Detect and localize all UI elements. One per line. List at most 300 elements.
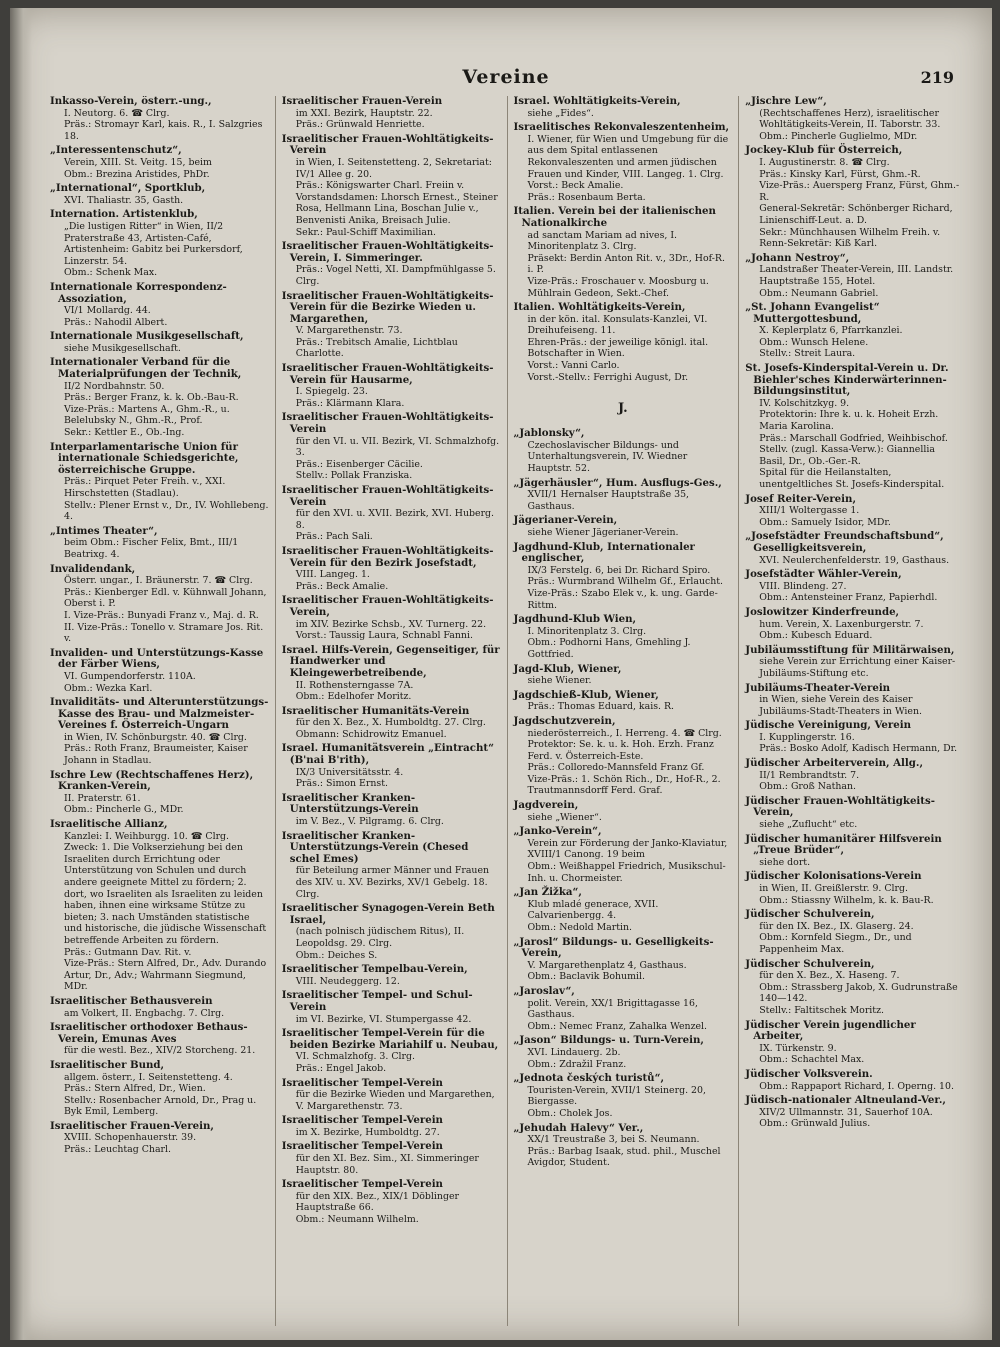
entry-line: Obm.: Nemec Franz, Zahalka Wenzel. [527,1020,708,1032]
directory-entry [50,770,269,816]
entry-line: V. Margarethenstr. 73. [295,325,403,337]
entry-line: XVI. Neulerchenfelderstr. 19, Gasthaus. [759,554,950,566]
entry-name: Israelitischer Kranken-Unterstützungs-Verein (Chesed schel Emes) [281,829,469,865]
entry-line: siehe Verein zur Errichtung einer Kaiser-Jubiläums-Stiftung etc. [759,656,956,679]
running-title: Vereine [462,66,550,88]
entry-line: Obm.: Weißhappel Friedrich, Musikschul-Inh. u. Chormeister. [527,861,726,884]
directory-entry [745,645,964,680]
entry-name: Jüdischer Arbeiterverein, Allg., [745,757,923,770]
entry-name: „Jason“ Bildungs- u. Turn-Verein, [513,1034,704,1047]
entry-line: Präs.: Colloredo-Mannsfeld Franz Gf. [527,762,705,774]
entry-line: Sekr.: Münchhausen Wilhelm Freih. v. [759,226,941,238]
directory-entry [50,209,269,279]
entry-name: Israelitischer Tempel-Verein [281,1140,443,1153]
entry-line: IX/3 Ferstelg. 6, bei Dr. Richard Spiro. [527,564,711,576]
entry-line: (Rechtschaffenes Herz), israelitischer Wohltätigkeits-Verein, II. Taborstr. 33. [759,107,941,131]
directory-entry [282,1141,501,1176]
entry-line: Präs.: Vogel Netti, XI. Dampfmühlgasse 5. Clrg. [295,264,496,287]
entry-name: Jagd-Klub, Wiener, [513,662,622,675]
entry-line: XVII/1 Hernalser Hauptstraße 35, Gasthaus. [527,489,690,512]
directory-entry [50,145,269,180]
entry-line: Präs.: Simon Ernst. [295,778,388,790]
directory-entry [50,1121,269,1156]
entry-name: „Jablonsky“, [513,427,585,440]
entry-name: Jubiläums-Theater-Verein [745,681,891,694]
entry-name: „Jägerhäusler“, Hum. Ausflugs-Ges., [513,476,722,489]
directory-entry [745,871,964,906]
directory-entry [282,363,501,409]
directory-entry [282,793,501,828]
entry-line: Kanzlei: I. Weihburgg. 10. ☎ Clrg. [64,830,230,842]
directory-entry [745,1020,964,1066]
entry-name: „Josefstädter Freundschaftsbund“, Geselligkeitsverein, [745,530,944,554]
entry-line: in Wien, siehe Verein des Kaiser Jubiläums-Stadt-Theaters in Wien. [759,694,922,717]
entry-line: hum. Verein, X. Laxenburgerstr. 7. [759,618,924,630]
directory-entry [50,357,269,438]
entry-line: II. Praterstr. 61. [64,792,141,804]
directory-entry [514,206,733,299]
directory-entry [282,96,501,131]
entry-line: Präs.: Kinsky Karl, Fürst, Ghm.-R. [759,168,921,180]
directory-entry [745,834,964,869]
directory-entry [514,428,733,474]
entry-line: IX. Türkenstr. 9. [759,1042,837,1054]
directory-entry [745,683,964,718]
directory-entry [514,664,733,687]
entry-name: Jüdischer Volksverein. [745,1067,873,1080]
entry-name: Italien. Verein bei der italienischen Nationalkirche [513,205,716,229]
entry-name: Internationaler Verband für die Materialprüfungen der Technik, [50,356,242,381]
entry-line: I. Augustinerstr. 8. ☎ Clrg. [759,156,890,168]
directory-entry [282,134,501,238]
entry-name: Israelitischer Frauen-Verein, [50,1119,214,1132]
entry-name: Israel. Humanitätsverein „Eintracht“ (B'nai B'rith), [281,742,494,767]
entry-line: im V. Bez., V. Pilgramg. 6. Clrg. [295,816,444,828]
entry-line: Präs.: Wurmbrand Wilhelm Gf., Erlaucht. [527,576,724,588]
directory-entry [745,96,964,142]
directory-entry [282,903,501,961]
entry-name: Israelitische Allianz, [50,818,168,831]
entry-name: Israelitischer Frauen-Wohltätigkeits-Verein für den Bezirk Josefstadt, [281,544,494,569]
directory-entry [745,253,964,299]
entry-line: Obm.: Wunsch Helene. [759,336,869,348]
directory-entry [514,826,733,884]
entry-line: in Wien, II. Greißlerstr. 9. Clrg. [759,883,909,894]
entry-line: für den XVI. u. XVII. Bezirk, XVI. Huberg. 8. [295,508,495,531]
entry-line: VIII. Neudeggerg. 12. [295,975,400,987]
directory-entry [745,758,964,793]
entry-name: Israelitischer Tempel-Verein [281,1114,443,1127]
directory-entry [50,996,269,1019]
directory-entry [514,887,733,933]
entry-line: in Wien, IV. Schönburgstr. 40. ☎ Clrg. [64,731,247,743]
entry-line: VI. Gumpendorferstr. 110A. [64,670,196,682]
entry-name: Israelitischer Humanitäts-Verein [281,704,470,717]
directory-entry [50,648,269,694]
entry-name: Israelitischer Frauen-Wohltätigkeits-Verein [281,484,494,508]
entry-line: für den X. Bez., X. Humboldtg. 27. Clrg. [295,717,486,729]
directory-entry [745,145,964,249]
entry-line: Vorst.-Stellv.: Ferrighi August, Dr. [527,371,689,383]
directory-entry [282,1179,501,1225]
entry-line: siehe dort. [759,856,811,868]
entry-line: II/2 Nordbahnstr. 50. [64,380,165,392]
directory-entry [282,485,501,543]
directory-entry [50,442,269,523]
entry-line: für die Bezirke Wieden und Margarethen, V. Margarethenstr. 73. [295,1089,495,1112]
entry-line: Obm.: Podhorni Hans, Gmehling J. Gottfried. [527,637,691,660]
entry-line: Stellv.: Rosenbacher Arnold, Dr., Prag u. Byk Emil, Lemberg. [64,1094,257,1118]
directory-entry [514,302,733,383]
entry-line: (nach polnisch jüdischem Ritus), II. Leopoldsg. 29. Clrg. [295,926,465,949]
directory-entry [514,1123,733,1169]
entry-name: Inkasso-Verein, österr.-ung., [50,96,212,107]
entry-name: Israelitisches Rekonvaleszentenheim, [513,121,730,134]
entry-line: niederösterreich., I. Herreng. 4. ☎ Clrg. [527,727,722,739]
entry-name: Jubiläumsstiftung für Militärwaisen, [745,643,955,656]
entry-name: „St. Johann Evangelist“ Muttergottesbund, [745,301,880,325]
entry-line: Obm.: Schachtel Max. [759,1054,865,1066]
entry-name: Israelitischer Frauen-Verein [281,96,443,107]
entry-line: Obm.: Kubesch Eduard. [759,630,873,642]
entry-line: Obm.: Nedold Martin. [527,922,633,933]
entry-line: Obm.: Pincherle G., MDr. [64,804,184,816]
directory-entry [514,122,733,203]
entry-line: für die westl. Bez., XIV/2 Storcheng. 21. [64,1045,256,1057]
entry-name: Jagdschieß-Klub, Wiener, [513,688,659,701]
directory-entry [282,241,501,287]
entry-line: Obm.: Groß Nathan. [759,781,857,793]
entry-line: für den X. Bez., X. Haseng. 7. [759,970,900,982]
directory-entry [50,96,269,142]
directory-entry [282,546,501,592]
entry-line: Vorst.: Beck Amalie. [527,180,624,192]
entry-name: Israelitischer Frauen-Wohltätigkeits-Verein, I. Simmeringer. [281,240,494,264]
entry-line: Stellv.: Plener Ernst v., Dr., IV. Wohllebeng. 4. [64,499,269,523]
entry-line: Obm.: Edelhofer Moritz. [295,691,412,703]
entry-line: Obm.: Antensteiner Franz, Papierhdl. [759,592,938,604]
entry-line: Vize-Präs.: Martens A., Ghm.-R., u. Belelubsky N., Ghm.-R., Prof. [64,403,230,427]
directory-entry [50,819,269,993]
entry-line: I. Neutorg. 6. ☎ Clrg. [64,107,170,119]
entry-line: Vize-Präs.: Auersperg Franz, Fürst, Ghm.-R. [759,180,960,203]
column-2 [275,96,507,1326]
directory-entry [282,291,501,361]
entry-name: Israelitischer Frauen-Wohltätigkeits-Verein [281,411,494,436]
entry-line: Obm.: Strassberg Jakob, X. Gudrunstraße 140—142. [759,981,958,1005]
entry-line: Präs.: Pirquet Peter Freih. v., XXI. Hirschstetten (Stadlau). [64,476,226,499]
entry-line: XIII/1 Woltergasse 1. [759,505,860,517]
directory-entry [514,96,733,119]
directory-entry [282,964,501,987]
entry-name: Israelitischer Frauen-Wohltätigkeits-Verein [281,132,494,157]
entry-name: St. Josefs-Kinderspital-Verein u. Dr. Biehler'sches Kinderwärterinnen-Bildungsinstitut, [745,362,949,398]
entry-line: XVIII. Schopenhauerstr. 39. [64,1132,197,1144]
directory-page [10,8,992,1340]
entry-line: Sekr.: Kettler E., Ob.-Ing. [64,427,185,439]
directory-entry [745,796,964,831]
entry-name: Internationale Korrespondenz-Assoziation, [50,280,227,305]
entry-name: Internationale Musikgesellschaft, [50,330,244,343]
entry-line: VIII. Blindeng. 27. [759,580,847,592]
entry-line: Präs.: Roth Franz, Braumeister, Kaiser Johann in Stadlau. [64,743,248,767]
entry-line: Vize-Präs.: Szabo Elek v., k. ung. Garde-Rittm. [527,587,718,611]
entry-line: IX/3 Universitätsstr. 4. [295,766,404,778]
entry-name: Jüdischer Verein jugendlicher Arbeiter, [745,1018,916,1043]
entry-line: Obm.: Brezina Aristides, PhDr. [64,168,210,180]
page-number: 219 [920,68,954,87]
entry-name: Jockey-Klub für Österreich, [745,144,903,157]
entry-line: Vize-Präs.: Stern Alfred, Dr., Adv. Durando Artur, Dr., Adv.; Wahrmann Siegmund, MDr. [64,958,267,993]
directory-entry [745,1069,964,1092]
entry-line: Ehren-Präs.: der jeweilige königl. ital. Botschafter in Wien. [527,336,709,360]
entry-line: I. Minoritenplatz 3. Clrg. [527,625,647,637]
directory-entry [50,331,269,354]
entry-line: für den IX. Bez., IX. Glaserg. 24. [759,920,914,932]
entry-line: ad sanctam Mariam ad nives, I. Minoritenplatz 3. Clrg. [527,229,678,253]
entry-name: Jagdhund-Klub, Internationaler englischer, [513,540,695,565]
entry-line: beim Obm.: Fischer Felix, Bmt., III/1 Beatrixg. 4. [64,537,239,560]
directory-entry [514,614,733,660]
directory-entry [745,1095,964,1130]
entry-line: für den XI. Bez. Sim., XI. Simmeringer Hauptstr. 80. [295,1153,479,1176]
column-1 [44,96,275,1326]
entry-line: Präs.: Klärmann Klara. [295,397,405,409]
entry-line: Obm.: Zdražil Franz. [527,1058,627,1070]
entry-line: Präs.: Stromayr Karl, kais. R., I. Salzgries 18. [64,119,263,142]
directory-entry [50,697,269,767]
directory-entry [745,363,964,491]
entry-line: siehe „Wiener“. [527,811,602,823]
entry-line: am Volkert, II. Engbachg. 7. Clrg. [64,1007,225,1019]
directory-entry [50,1022,269,1057]
directory-entry [514,937,733,983]
entry-line: XX/1 Treustraße 3, bei S. Neumann. [527,1134,700,1146]
entry-line: siehe „Fides“. [527,107,594,119]
entry-line: I. Vize-Präs.: Bunyadi Franz v., Maj. d. R. [64,609,259,621]
entry-name: Invaliden- und Unterstützungs-Kasse der Färber Wiens, [50,646,264,671]
directory-entry [282,1115,501,1138]
entry-name: Jüdischer Frauen-Wohltätigkeits-Verein, [745,794,935,819]
directory-entry [514,690,733,713]
entry-line: Präsekt: Berdin Anton Rit. v., 3Dr., Hof-R. i. P. [527,252,725,276]
entry-line: Obm.: Kornfeld Siegm., Dr., und Pappenheim Max. [759,932,912,955]
entry-line: VI/1 Mollardg. 44. [64,305,151,317]
directory-entry [514,542,733,612]
entry-name: Jüdischer Kolonisations-Verein [745,870,922,883]
entry-line: General-Sekretär: Schönberger Richard, Linienschiff-Leut. a. D. [759,203,953,226]
directory-entry [514,1073,733,1119]
directory-entry [514,800,733,823]
entry-name: Joslowitzer Kinderfreunde, [745,605,900,618]
column-4 [738,96,970,1326]
entry-name: Israelitischer Tempelbau-Verein, [281,963,468,976]
directory-entry [745,909,964,955]
directory-entry [282,990,501,1025]
directory-entry [745,494,964,529]
section-letter: J. [618,401,628,417]
entry-name: Israelitischer Tempel- und Schul-Verein [281,989,473,1013]
entry-line: Vize-Präs.: 1. Schön Rich., Dr., Hof-R., 2. Trautmannsdorff Ferd. Graf. [527,773,721,797]
directory-columns [44,96,970,1326]
directory-entry [745,569,964,604]
entry-line: Stellv.: Faltitschek Moritz. [759,1004,884,1016]
column-3 [507,96,739,1326]
directory-entry [514,986,733,1032]
entry-line: Klub mladé generace, XVII. Calvarienbergg. 4. [527,898,659,922]
entry-name: Ischre Lew (Rechtschaffenes Herz), Kranken-Verein, [50,768,254,793]
directory-entry [50,564,269,645]
entry-line: Präs.: Beck Amalie. [295,580,389,592]
entry-name: Josefstädter Wähler-Verein, [745,568,902,581]
entry-line: Vorst.: Taussig Laura, Schnabl Fanni. [295,630,473,642]
entry-line: Obm.: Deiches S. [295,949,378,961]
directory-entry [50,282,269,328]
entry-name: Israelitischer Tempel-Verein [281,1178,443,1191]
entry-line: VIII. Langeg. 1. [295,569,370,581]
directory-entry [514,1035,733,1070]
entry-line: VI. Schmalzhofg. 3. Clrg. [295,1051,415,1063]
entry-line: Obm.: Schenk Max. [64,267,158,279]
entry-name: „International“, Sportklub, [50,182,206,195]
entry-line: XVI. Lindauerg. 2b. [527,1046,621,1058]
entry-line: XIV/2 Ullmannstr. 31, Sauerhof 10A. [759,1106,933,1118]
entry-name: „Jednota českých turistů“, [513,1072,664,1085]
entry-line: Obm.: Rappaport Richard, I. Operng. 10. [759,1080,954,1092]
entry-line: Stellv.: Pollak Franziska. [295,470,413,482]
entry-name: Israelitischer Bund, [50,1058,165,1071]
entry-name: Jägerianer-Verein, [513,514,618,527]
entry-line: Präs.: Pach Sali. [295,531,373,543]
entry-line: I. Kupplingerstr. 16. [759,731,855,743]
entry-name: „Johann Nestroy“, [745,251,850,264]
entry-name: Josef Reiter-Verein, [745,492,856,505]
entry-line: Obm.: Pincherle Guglielmo, MDr. [759,130,918,142]
entry-line: allgem. österr., I. Seitenstetteng. 4. [64,1071,233,1083]
entry-name: Interparlamentarische Union für internationale Schiedsgerichte, österreichische Gruppe. [50,440,239,476]
entry-name: Invaliditäts- und Alterunterstützungs-Kasse des Brau- und Malzmeister-Vereines f. Österreich-Ungarn [50,696,269,732]
directory-entry [514,716,733,797]
entry-line: siehe „Zuflucht“ etc. [759,819,858,831]
entry-line: Obm.: Cholek Jos. [527,1107,613,1119]
entry-line: Vize-Präs.: Froschauer v. Moosburg u. Mühlrain Gedeon, Sekt.-Chef. [527,275,709,299]
directory-entry [282,831,501,901]
entry-line: Präs.: Eisenberger Cäcilie. [295,458,423,470]
entry-name: Jüdisch-nationaler Altneuland-Ver., [745,1094,946,1107]
entry-name: Israelitischer Tempel-Verein [281,1076,443,1089]
entry-line: Vorstandsdamen: Lhorsch Ernest., Steiner Rosa, Hellmann Lina, Boschan Julie v., Benvenisti Anika, Breisach Julie. [295,191,498,226]
entry-line: Präs.: Trebitsch Amalie, Lichtblau Charlotte. [295,336,458,360]
entry-name: Jagdverein, [513,799,579,812]
entry-line: Präs.: Rosenbaum Berta. [527,191,646,203]
directory-entry [282,595,501,641]
entry-line: Landstraßer Theater-Verein, III. Landstr. Hauptstraße 155, Hotel. [759,264,954,287]
entry-name: Israelitischer orthodoxer Bethaus-Verein, Emunas Aves [50,1021,248,1045]
entry-line: Obm.: Wezka Karl. [64,682,153,694]
entry-name: „Jarosl“ Bildungs- u. Geselligkeits-Verein, [513,935,714,960]
entry-name: Israelitischer Frauen-Wohltätigkeits-Verein für die Bezirke Wieden u. Margarethen, [281,289,494,325]
entry-line: Präs.: Barbag Isaak, stud. phil., Muschel Avigdor, Student. [527,1145,721,1169]
entry-line: Präs.: Berger Franz, k. k. Ob.-Bau-R. [64,392,239,404]
entry-name: „Janko-Verein“, [513,825,602,838]
entry-line: im VI. Bezirke, VI. Stumpergasse 42. [295,1013,472,1025]
entry-line: in Wien, I. Seitenstetteng. 2, Sekretariat: IV/1 Allee g. 20. [295,156,492,180]
entry-line: Renn-Sekretär: Kiß Karl. [759,238,878,250]
directory-entry [282,706,501,741]
entry-line: Verein zur Förderung der Janko-Klaviatur, XVIII/1 Canong. 19 beim [527,837,728,861]
entry-name: „Jehudah Halevy“ Ver., [513,1121,644,1134]
entry-line: Präs.: Stern Alfred, Dr., Wien. [64,1083,206,1095]
entry-name: Jüdischer humanitärer Hilfsverein „Treue Brüder“, [745,832,942,857]
entry-line: siehe Musikgesellschaft. [64,342,181,354]
directory-entry [50,1060,269,1118]
directory-entry [50,183,269,206]
directory-entry [50,526,269,561]
entry-line: Österr. ungar., I. Bräunerstr. 7. ☎ Clrg. [64,575,253,587]
entry-line: Präs.: Thomas Eduard, kais. R. [527,701,675,713]
entry-line: Protektor: Se. k. u. k. Hoh. Erzh. Franz Ferd. v. Österreich-Este. [527,739,714,762]
entry-line: Zweck: 1. Die Volkserziehung bei den Israeliten durch Errichtung oder Unterstützung von Schulen und durch andere geeignete Mittel zu fördern; 2. dort, wo Israeliten als Israeliten zu leiden haben, ihnen eine wirksame Stütze zu bieten; 3. nach Umständen statistische und historische, die jüdische Wissenschaft betreffende Arbeiten zu fördern. [64,842,267,946]
entry-name: Jüdische Vereinigung, Verein [745,719,912,732]
entry-line: Obm.: Stiassny Wilhelm, k. k. Bau-R. [759,894,934,906]
page-header [50,66,962,92]
entry-line: für Beteilung armer Männer und Frauen des XIV. u. XV. Bezirks, XV/1 Gebelg. 18. Clrg. [295,865,490,900]
entry-line: V. Margarethenplatz 4, Gasthaus. [527,959,687,971]
entry-line: Verein, XIII. St. Veitg. 15, beim [64,156,212,168]
entry-line: I. Wiener, für Wien und Umgebung für die aus dem Spital entlassenen Rekonvaleszenten und armen jüdischen Frauen und Kinder, VIII. Langeg. 1. Clrg. [527,133,729,180]
entry-line: im X. Bezirke, Humboldtg. 27. [295,1126,440,1138]
entry-line: Obm.: Grünwald Julius. [759,1118,871,1130]
entry-line: XVI. Thaliastr. 35, Gasth. [64,194,184,206]
entry-name: Internation. Artistenklub, [50,208,198,221]
entry-line: im XIV. Bezirke Schsb., XV. Turnerg. 22. [295,618,487,630]
directory-entry [745,720,964,755]
entry-line: Protektorin: Ihre k. u. k. Hoheit Erzh. Maria Karolina. [759,409,939,433]
entry-line: Präs.: Nahodil Albert. [64,316,168,328]
entry-name: Israel. Hilfs-Verein, Gegenseitiger, für Handwerker und Kleingewerbetreibende, [281,643,500,679]
entry-line: Obm.: Neumann Gabriel. [759,287,879,299]
directory-entry [745,607,964,642]
entry-line: II. Rothensterngasse 7A. [295,679,414,691]
entry-line: für den XIX. Bez., XIX/1 Döblinger Hauptstraße 66. [295,1190,459,1214]
entry-name: Jagdschutzverein, [513,714,616,727]
entry-name: Israelitischer Frauen-Wohltätigkeits-Verein, [281,594,494,618]
entry-name: Italien. Wohltätigkeits-Verein, [513,301,686,314]
entry-line: Obm.: Samuely Isidor, MDr. [759,516,891,528]
entry-name: Jüdischer Schulverein, [745,957,875,970]
directory-entry [282,645,501,703]
entry-line: Präs.: Engel Jakob. [295,1062,387,1074]
directory-entry [282,1028,501,1074]
entry-line: Präs.: Bosko Adolf, Kadisch Hermann, Dr. [759,743,958,755]
entry-line: siehe Wiener Jägerianer-Verein. [527,527,679,538]
entry-name: Jüdischer Schulverein, [745,908,875,921]
entry-line: „Die lustigen Ritter“ in Wien, II/2 Praterstraße 43, Artisten-Café, Artistenheim: Gabitz bei Purkersdorf, Linzerstr. 54. [64,220,243,267]
entry-line: Sekr.: Paul-Schiff Maximilian. [295,226,436,238]
entry-name: Israelitischer Tempel-Verein für die beiden Bezirke Mariahilf u. Neubau, [281,1027,499,1051]
directory-entry [282,412,501,482]
entry-name: „Jaroslav“, [513,984,575,997]
directory-entry [282,1078,501,1113]
entry-name: Israel. Wohltätigkeits-Verein, [513,96,681,107]
entry-name: Israelitischer Synagogen-Verein Beth Israel, [281,902,495,926]
entry-line: Spital für die Heilanstalten, unentgeltliches St. Josefs-Kinderspital. [759,467,945,490]
entry-line: Obm.: Baclavik Bohumil. [527,971,645,983]
entry-line: Präs.: Leuchtag Charl. [64,1144,172,1156]
directory-entry [282,743,501,789]
entry-line: in der kön. ital. Konsulats-Kanzlei, VI. Dreihufeiseng. 11. [527,313,708,337]
entry-name: Invalidendank, [50,562,136,575]
